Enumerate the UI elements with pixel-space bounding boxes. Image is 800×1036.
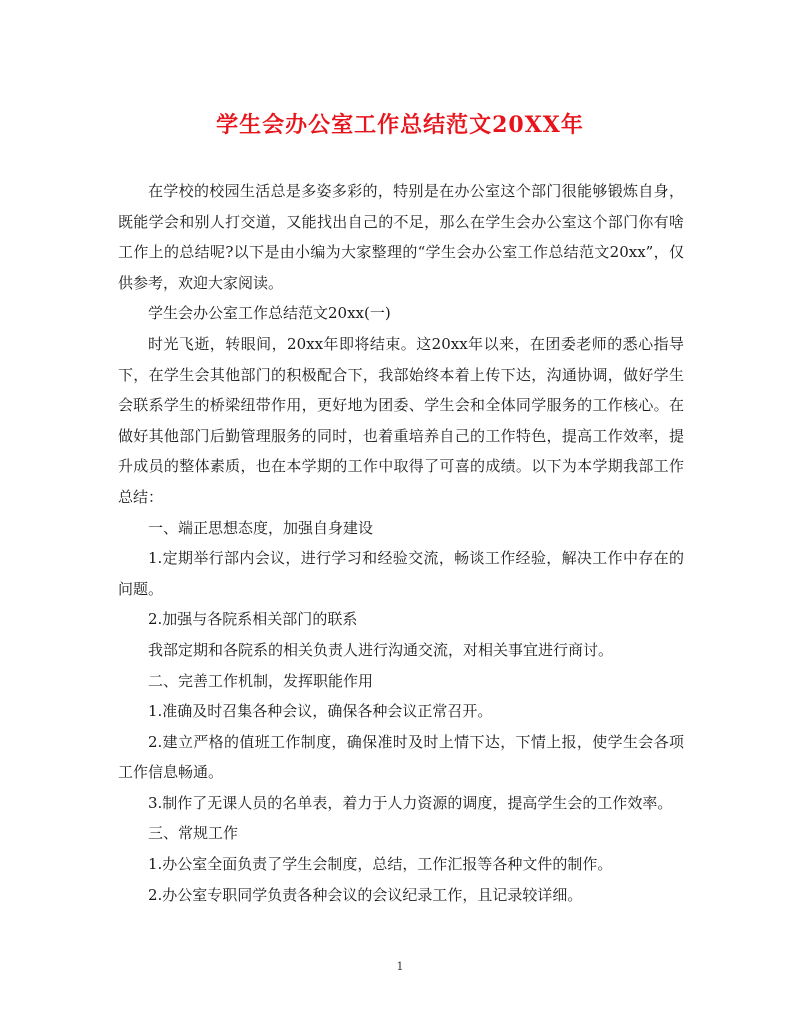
document-body [118,176,684,910]
intro-paragraph: 在学校的校园生活总是多姿多彩的，特别是在办公室这个部门很能够锻炼自身，既能学会和别人打交道，又能找出自己的不足，那么在学生会办公室这个部门你有啥工作上的总结呢?以下是由小编为大家整理的“学生会办公室工作总结范文20xx”，仅供参考，欢迎大家阅读。 [118,182,684,292]
list-item: 1.办公室全面负责了学生会制度，总结，工作汇报等各种文件的制作。 [148,855,613,874]
list-item: 1.准确及时召集各种会议，确保各种会议正常召开。 [148,702,493,721]
section-subtitle: 学生会办公室工作总结范文20xx(一) [148,304,391,323]
section-heading: 二、完善工作机制，发挥职能作用 [148,671,374,690]
body-paragraph: 我部定期和各院系的相关负责人进行沟通交流，对相关事宜进行商讨。 [148,640,614,659]
section-heading: 一、端正思想态度，加强自身建设 [148,518,374,537]
list-item: 2.办公室专职同学负责各种会议的会议纪录工作，且记录较详细。 [148,885,583,904]
section-heading: 三、常规工作 [148,824,239,843]
document-title: 学生会办公室工作总结范文20XX年 [216,112,584,138]
list-item: 3.制作了无课人员的名单表，着力于人力资源的调度，提高学生会的工作效率。 [148,793,673,812]
body-paragraph: 时光飞逝，转眼间，20xx年即将结束。这20xx年以来，在团委老师的悉心指导下，在学生会其他部门的积极配合下，我部始终本着上传下达，沟通协调，做好学生会联系学生的桥梁纽带作用，更好地为团委、学生会和全体同学服务的工作核心。在做好其他部门后勤管理服务的同时，也着重培养自己的工作特色，提高工作效率，提升成员的整体素质，也在本学期的工作中取得了可喜的成绩。以下为本学期我部工作总结： [118,334,684,506]
list-item: 2.建立严格的值班工作制度，确保准时及时上情下达，下情上报，使学生会各项工作信息畅通。 [118,732,684,782]
page-number: 1 [396,960,404,973]
list-item: 2.加强与各院系相关部门的联系 [148,610,358,629]
list-item: 1.定期举行部内会议，进行学习和经验交流，畅谈工作经验，解决工作中存在的问题。 [118,549,684,598]
